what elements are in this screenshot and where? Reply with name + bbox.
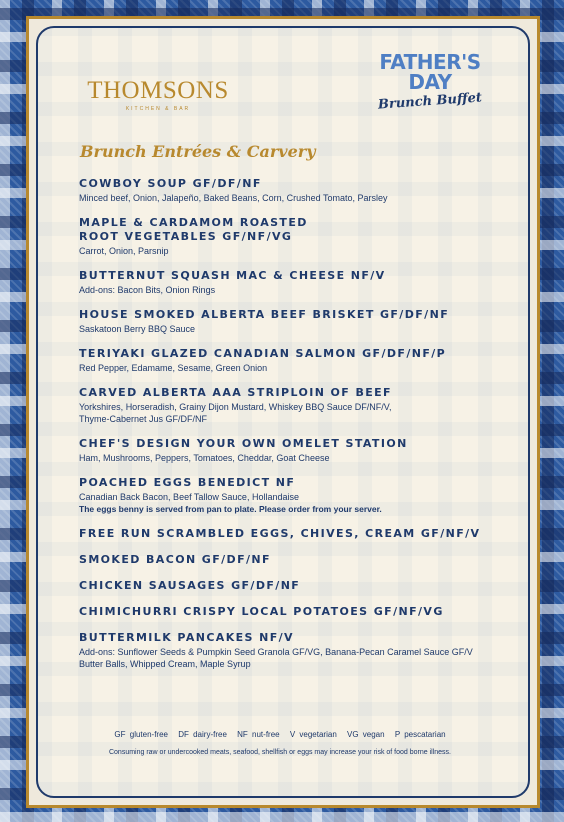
item-name: BUTTERNUT SQUASH MAC & CHEESE NF/V	[79, 269, 386, 282]
menu-item	[79, 605, 519, 619]
item-name-line2: ROOT VEGETABLES GF/NF/VG	[79, 230, 293, 243]
item-desc: Ham, Mushrooms, Peppers, Tomatoes, Cheddar, Goat Cheese	[79, 453, 330, 463]
legend-item: P pescatarian	[394, 730, 446, 739]
item-note: The eggs benny is served from pan to plate. Please order from your server.	[79, 504, 382, 514]
item-name: BUTTERMILK PANCAKES NF/V	[79, 631, 294, 644]
fathers-day-logo	[370, 50, 490, 113]
menu-item	[79, 437, 519, 464]
brand-name: THOMSONS	[87, 77, 229, 104]
legend-item: DF dairy-free	[178, 730, 227, 739]
item-name: HOUSE SMOKED ALBERTA BEEF BRISKET GF/DF/NF	[79, 308, 450, 321]
item-name: POACHED EGGS BENEDICT NF	[79, 476, 296, 489]
dietary-legend	[60, 730, 500, 739]
menu-list	[79, 177, 519, 682]
item-name: CHIMICHURRI CRISPY LOCAL POTATOES GF/NF/VG	[79, 605, 444, 618]
menu-item	[79, 631, 519, 670]
thomsons-logo	[78, 78, 238, 112]
item-desc: Canadian Back Bacon, Beef Tallow Sauce, Hollandaise	[79, 492, 299, 502]
item-name: CARVED ALBERTA AAA STRIPLOIN OF BEEF	[79, 386, 392, 399]
menu-item	[79, 527, 519, 541]
disclaimer: Consuming raw or undercooked meats, seafood, shellfish or eggs may increase your risk of food borne illness.	[108, 749, 451, 756]
menu-item	[79, 386, 519, 425]
item-desc: Add-ons: Sunflower Seeds & Pumpkin Seed Granola GF/VG, Banana-Pecan Caramel Sauce GF/V	[79, 647, 473, 657]
event-line2: DAY	[408, 70, 452, 94]
item-desc: Minced beef, Onion, Jalapeño, Baked Beans, Corn, Crushed Tomato, Parsley	[79, 193, 388, 203]
item-name: FREE RUN SCRAMBLED EGGS, CHIVES, CREAM GF/NF/V	[79, 527, 481, 540]
item-desc: Carrot, Onion, Parsnip	[79, 246, 169, 256]
menu-item	[79, 269, 519, 296]
footer	[60, 730, 500, 756]
menu-item	[79, 553, 519, 567]
brand-tagline: KITCHEN & BAR	[125, 106, 191, 112]
item-name: SMOKED BACON GF/DF/NF	[79, 553, 271, 566]
menu-item	[79, 177, 519, 204]
menu-item	[79, 347, 519, 374]
event-subtitle: Brunch Buffet	[377, 90, 483, 113]
item-desc: Add-ons: Bacon Bits, Onion Rings	[79, 285, 216, 295]
item-name: CHICKEN SAUSAGES GF/DF/NF	[79, 579, 301, 592]
item-name: TERIYAKI GLAZED CANADIAN SALMON GF/DF/NF/P	[79, 347, 447, 360]
event-line1: FATHER'S	[379, 50, 481, 74]
menu-item	[79, 308, 519, 335]
item-name: CHEF'S DESIGN YOUR OWN OMELET STATION	[79, 437, 408, 450]
menu-item	[79, 579, 519, 593]
section-title: Brunch Entrées & Carvery	[80, 142, 316, 161]
item-name: MAPLE & CARDAMOM ROASTED	[79, 216, 308, 229]
legend-item: V vegetarian	[289, 730, 337, 739]
legend-item: VG vegan	[347, 730, 385, 739]
legend-item: NF nut-free	[237, 730, 280, 739]
item-desc: Red Pepper, Edamame, Sesame, Green Onion	[79, 363, 268, 373]
item-desc-line2: Butter Balls, Whipped Cream, Maple Syrup	[79, 659, 251, 669]
legend-item: GF gluten-free	[114, 730, 168, 739]
item-desc: Yorkshires, Horseradish, Grainy Dijon Mustard, Whiskey BBQ Sauce DF/NF/V,	[79, 402, 392, 412]
item-name: COWBOY SOUP GF/DF/NF	[79, 177, 262, 190]
item-desc: Saskatoon Berry BBQ Sauce	[79, 324, 196, 334]
menu-item	[79, 216, 519, 257]
item-desc-line2: Thyme-Cabernet Jus GF/DF/NF	[79, 414, 208, 424]
menu-item	[79, 476, 519, 515]
